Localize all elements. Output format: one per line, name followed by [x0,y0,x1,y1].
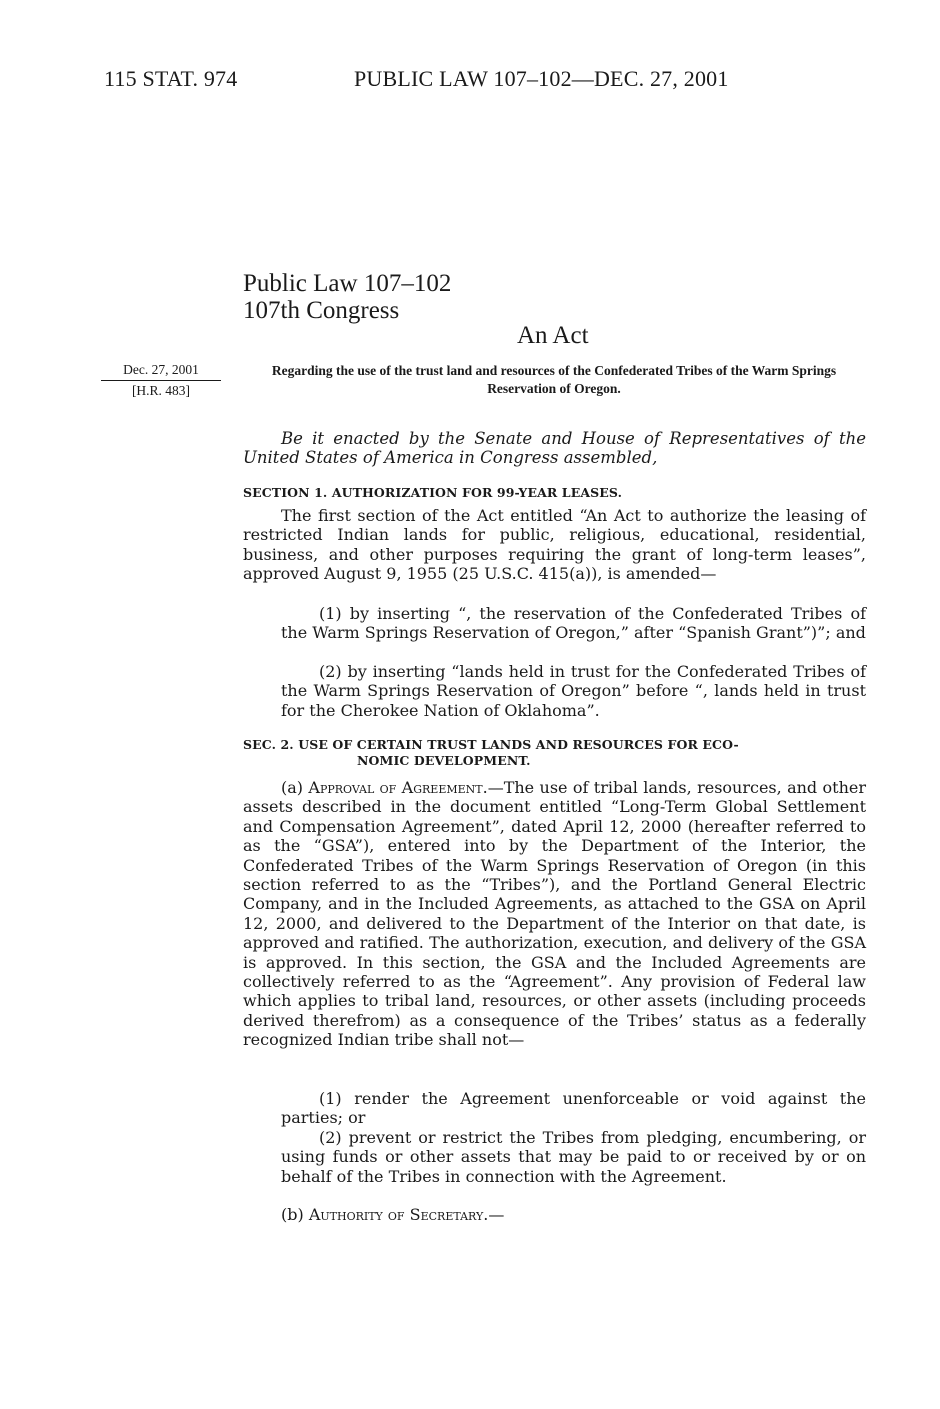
section-2-subsection-b [281,1205,504,1224]
margin-date-note: Dec. 27, 2001 [123,362,199,377]
section-2-heading [243,737,866,769]
enacting-clause: Be it enacted by the Senate and House of Representatives of the United States of America in Congress assembled, [243,429,866,468]
section-2-subsection-a [243,778,866,1050]
section-2-paragraph-2 [243,1128,866,1186]
section-1-body: The first section of the Act entitled “An Act to authorize the leasing of restricted Indian lands for public, religious, educational, residential, business, and other purposes requiring the grant of long-term leases”, approved August 9, 1955 (25 U.S.C. 415(a)), is amended— [243,506,866,584]
section-2-paragraph-1-text: (1) render the Agreement unenforceable or void against the parties; or [281,1089,866,1128]
section-2-paragraph-2-text: (2) prevent or restrict the Tribes from pledging, encumbering, or using funds or other assets that may be paid to or received by or on behalf of the Tribes in connection with the Agreement. [281,1128,866,1186]
running-head-title: PUBLIC LAW 107–102—DEC. 27, 2001 [354,66,729,91]
margin-divider [101,380,221,381]
subsection-b-title: Authority of Secretary. [308,1205,489,1224]
section-1-paragraph-2-text: (2) by inserting “lands held in trust for the Confederated Tribes of the Warm Springs Reservation of Oregon” before “, lands held in trust for the Cherokee Nation of Oklahoma”. [281,662,866,720]
section-1-paragraph-2 [243,662,866,720]
subsection-a-title: Approval of Agreement. [308,778,488,797]
subsection-b-label: (b) [281,1205,309,1224]
subsection-a-label: (a) [281,778,309,797]
section-2-heading-line-2: NOMIC DEVELOPMENT. [357,753,531,768]
section-2-paragraph-1 [243,1089,866,1128]
subsection-a-text: —The use of tribal lands, resources, and other assets described in the document entitled “Long-Term Global Settlement and Compensation Agreement”, dated April 12, 2000 (hereafter referred to as the “GSA”), entered into by the Department of the Interior, the Confederated Tribes of the Warm Springs Reservation of Oregon (in this section referred to as the “Tribes”), and the Portland General Electric Company, and in the Included Agreements, as attached to the GSA on April 12, 2000, and delivered to the Department of the Interior on that date, is approved and ratified. The authorization, execution, and delivery of the GSA is approved. In this section, the GSA and the Included Agreements are collectively referred to as the “Agreement”. Any provision of Federal law which applies to tribal land, resources, or other assets (including proceeds derived therefrom) as a consequence of the Tribes’ status as a federally recognized Indian tribe shall not— [243,778,867,1050]
subsection-b-text: — [488,1205,505,1224]
act-heading: An Act [517,322,589,349]
act-purpose: Regarding the use of the trust land and resources of the Confederated Tribes of the Warm Springs Reservation of Oregon. [271,363,837,396]
statute-page-reference: 115 STAT. 974 [104,66,238,91]
section-1-paragraph-1 [243,604,866,643]
section-1-heading: SECTION 1. AUTHORIZATION FOR 99-YEAR LEASES. [243,485,623,500]
public-law-number: Public Law 107–102 [243,270,452,297]
congress-number: 107th Congress [243,297,400,324]
margin-bill-number: [H.R. 483] [131,383,191,398]
section-2-heading-line-1: SEC. 2. USE OF CERTAIN TRUST LANDS AND RESOURCES FOR ECO- [243,737,739,752]
section-1-paragraph-1-text: (1) by inserting “, the reservation of the Confederated Tribes of the Warm Springs Reservation of Oregon,” after “Spanish Grant”)”; and [281,604,866,643]
